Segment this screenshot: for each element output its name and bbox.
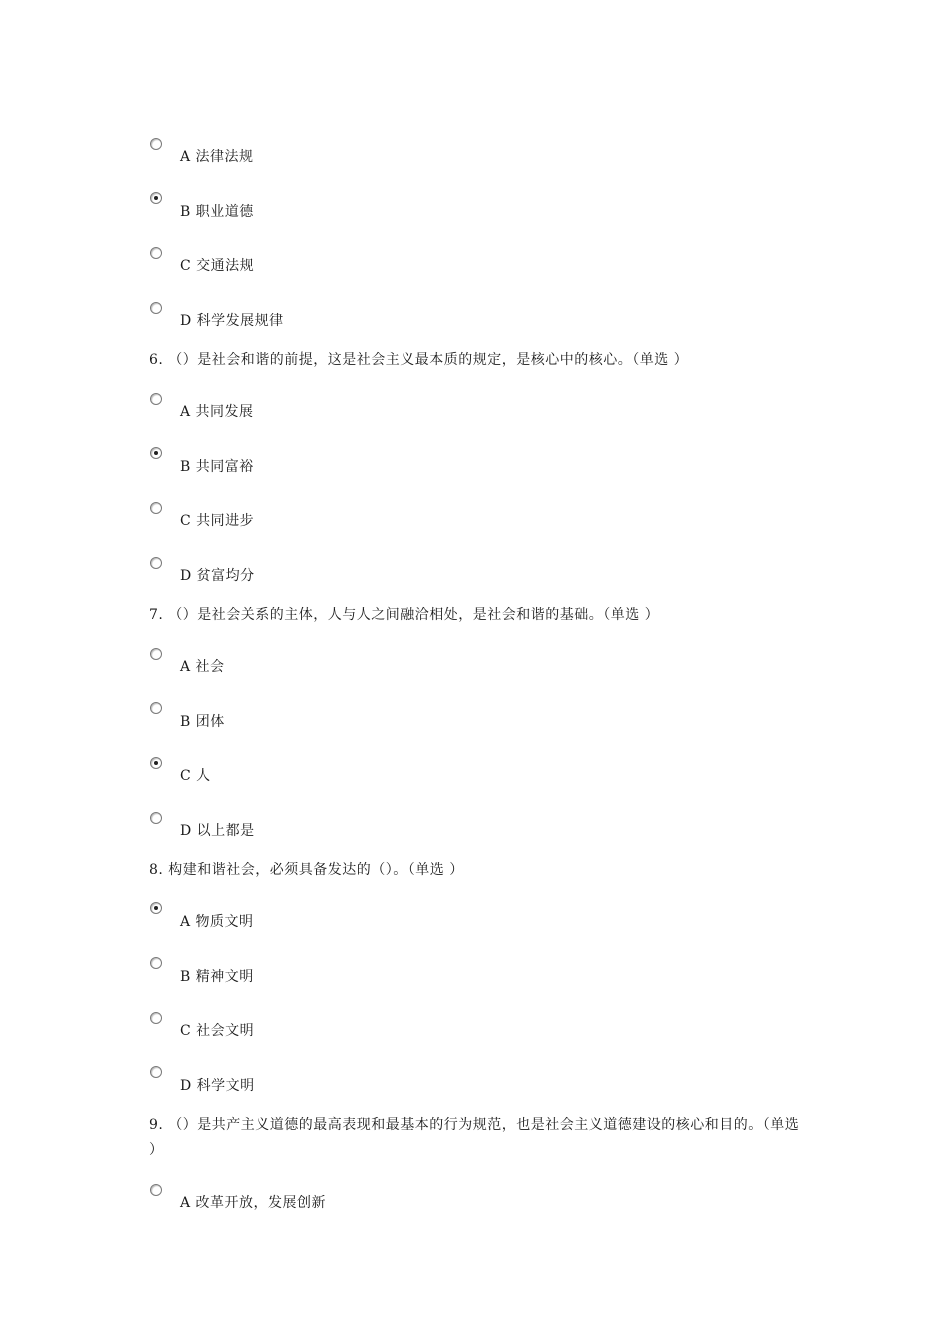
option-label-q6-a: A 共同发展: [180, 404, 254, 420]
question-8-text: 8. 构建和谐社会，必须具备发达的（）。（单选 ）: [149, 862, 464, 878]
question-6-text: 6. （）是社会和谐的前提，这是社会主义最本质的规定，是核心中的核心。（单选 ）: [149, 352, 689, 368]
radio-q7-b[interactable]: [150, 702, 162, 714]
radio-q7-a[interactable]: [150, 648, 162, 660]
option-label-q8-c: C 社会文明: [180, 1023, 255, 1039]
radio-q6-c[interactable]: [150, 502, 162, 514]
radio-q6-a[interactable]: [150, 393, 162, 405]
radio-q5-c[interactable]: [150, 247, 162, 259]
option-label-q7-a: A 社会: [180, 659, 225, 675]
option-label-q6-d: D 贫富均分: [180, 568, 255, 584]
radio-q9-a[interactable]: [150, 1184, 162, 1196]
radio-q5-b[interactable]: [150, 192, 162, 204]
option-label-q5-c: C 交通法规: [180, 258, 255, 274]
question-7-text: 7. （）是社会关系的主体，人与人之间融洽相处，是社会和谐的基础。（单选 ）: [149, 607, 660, 623]
radio-q5-d[interactable]: [150, 302, 162, 314]
radio-q8-c[interactable]: [150, 1012, 162, 1024]
option-label-q6-b: B 共同富裕: [180, 459, 254, 475]
radio-q6-d[interactable]: [150, 557, 162, 569]
radio-q8-b[interactable]: [150, 957, 162, 969]
option-label-q9-a: A 改革开放，发展创新: [180, 1195, 327, 1211]
radio-q8-a[interactable]: [150, 902, 162, 914]
option-label-q5-a: A 法律法规: [180, 149, 254, 165]
radio-q7-c[interactable]: [150, 757, 162, 769]
option-label-q5-b: B 职业道德: [180, 204, 254, 220]
option-label-q7-d: D 以上都是: [180, 823, 255, 839]
option-label-q8-b: B 精神文明: [180, 969, 254, 985]
radio-q6-b[interactable]: [150, 447, 162, 459]
question-9-text: 9. （）是共产主义道德的最高表现和最基本的行为规范，也是社会主义道德建设的核心和目的。（单选 ）: [149, 1117, 800, 1158]
option-label-q5-d: D 科学发展规律: [180, 313, 284, 329]
radio-q8-d[interactable]: [150, 1066, 162, 1078]
option-label-q8-d: D 科学文明: [180, 1078, 255, 1094]
radio-q5-a[interactable]: [150, 138, 162, 150]
option-label-q7-b: B 团体: [180, 714, 225, 730]
option-label-q6-c: C 共同进步: [180, 513, 255, 529]
radio-q7-d[interactable]: [150, 812, 162, 824]
option-label-q7-c: C 人: [180, 768, 211, 784]
option-label-q8-a: A 物质文明: [180, 914, 254, 930]
